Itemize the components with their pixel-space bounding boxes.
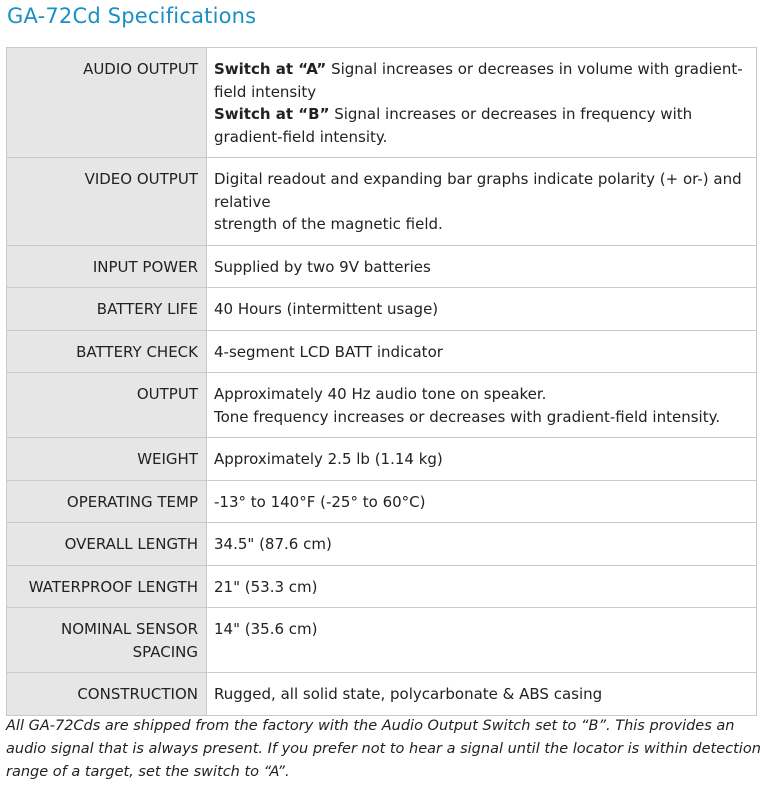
row-label: INPUT POWER — [7, 245, 207, 288]
row-value — [207, 48, 757, 158]
shipping-footnote: All GA-72Cds are shipped from the factory with the Audio Output Switch set to “B”. This provides an audio signal that is always present. If you prefer not to hear a signal until the locator is within detection range of a target, set the switch to “A”. — [6, 718, 761, 780]
row-value: 21" (53.3 cm) — [207, 565, 757, 608]
table-row — [7, 245, 757, 288]
table-row — [7, 438, 757, 481]
row-value: Approximately 2.5 lb (1.14 kg) — [207, 438, 757, 481]
switch-b-text: Signal increases or decreases in frequency with gradient-field intensity. — [214, 105, 693, 146]
specifications-table — [6, 47, 757, 716]
table-row — [7, 373, 757, 438]
value-line — [214, 103, 744, 148]
row-value — [207, 158, 757, 246]
table-row — [7, 48, 757, 158]
row-value — [207, 373, 757, 438]
row-label: AUDIO OUTPUT — [7, 48, 207, 158]
row-label: CONSTRUCTION — [7, 673, 207, 716]
row-value: Rugged, all solid state, polycarbonate & ABS casing — [207, 673, 757, 716]
table-row — [7, 523, 757, 566]
row-value: 14" (35.6 cm) — [207, 608, 757, 673]
row-value: Supplied by two 9V batteries — [207, 245, 757, 288]
value-line: Digital readout and expanding bar graphs indicate polarity (+ or-) and relative — [214, 170, 742, 211]
value-line: Tone frequency increases or decreases with gradient-field intensity. — [214, 407, 721, 426]
row-value: -13° to 140°F (-25° to 60°C) — [207, 480, 757, 523]
table-row — [7, 565, 757, 608]
value-line: strength of the magnetic field. — [214, 215, 443, 233]
row-value: 4-segment LCD BATT indicator — [207, 330, 757, 373]
row-label: WEIGHT — [7, 438, 207, 481]
row-label: OUTPUT — [7, 373, 207, 438]
switch-a-text: Signal increases or decreases in volume with gradient-field intensity — [214, 60, 743, 101]
row-label: OVERALL LENGTH — [7, 523, 207, 566]
row-label: VIDEO OUTPUT — [7, 158, 207, 246]
row-label: OPERATING TEMP — [7, 480, 207, 523]
table-row — [7, 158, 757, 246]
table-row — [7, 480, 757, 523]
value-line: Approximately 40 Hz audio tone on speaker. — [214, 385, 547, 403]
row-value: 40 Hours (intermittent usage) — [207, 288, 757, 331]
page-title: GA-72Cd Specifications — [7, 4, 257, 28]
row-label: WATERPROOF LENGTH — [7, 565, 207, 608]
row-label: BATTERY CHECK — [7, 330, 207, 373]
row-label: BATTERY LIFE — [7, 288, 207, 331]
row-value: 34.5" (87.6 cm) — [207, 523, 757, 566]
table-row — [7, 330, 757, 373]
row-label: NOMINAL SENSOR SPACING — [7, 608, 207, 673]
table-row — [7, 608, 757, 673]
value-line — [214, 58, 744, 103]
switch-b-label: Switch at “B” — [214, 105, 330, 123]
table-row — [7, 288, 757, 331]
table-row — [7, 673, 757, 716]
switch-a-label: Switch at “A” — [214, 60, 327, 78]
